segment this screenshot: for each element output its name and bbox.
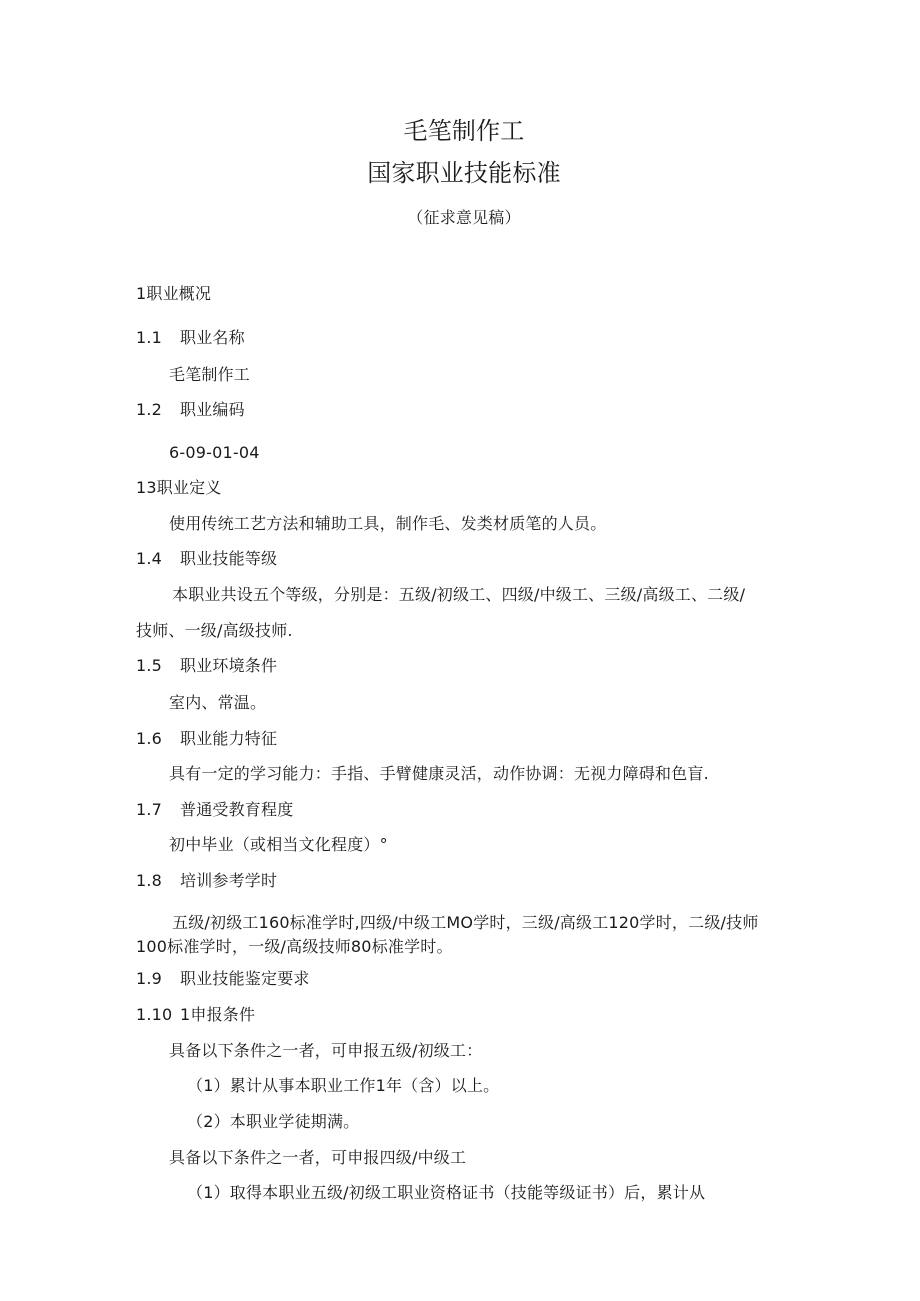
section-1-7-number: 1.7	[136, 800, 163, 819]
level5-conditions-intro: 具备以下条件之一者，可申报五级/初级工：	[169, 1041, 483, 1060]
section-1-5-number: 1.5	[136, 656, 163, 675]
section-1-6-heading: 职业能力特征	[180, 729, 278, 748]
section-1-10-heading: 1申报条件	[180, 1005, 256, 1024]
section-1-8-number: 1.8	[136, 871, 163, 890]
environment-text: 室内、常温。	[169, 693, 267, 712]
section-1-1-heading: 职业名称	[180, 328, 245, 347]
training-hours-text-line1: 五级/初级工160标准学时,四级/中级工MO学时，三级/高级工120学时，二级/技师	[172, 913, 759, 932]
skill-levels-text-line1: 本职业共设五个等级，分别是：五级/初级工、四级/中级工、三级/高级工、二级/	[172, 585, 746, 604]
section-1-8-heading: 培训参考学时	[180, 871, 278, 890]
education-text: 初中毕业（或相当文化程度）°	[169, 835, 388, 854]
ability-traits-text: 具有一定的学习能力：手指、手臂健康灵活，动作协调：无视力障碍和色盲.	[169, 764, 709, 783]
section-1-1-number: 1.1	[136, 328, 163, 347]
section-1-2-heading: 职业编码	[180, 400, 245, 419]
section-1-6-number: 1.6	[136, 729, 163, 748]
occupation-code-text: 6-09-01-04	[169, 443, 260, 462]
section-1-9-number: 1.9	[136, 969, 163, 988]
occupation-definition-text: 使用传统工艺方法和辅助工具，制作毛、发类材质笔的人员。	[169, 514, 607, 533]
section-1-4-number: 1.4	[136, 549, 163, 568]
level5-condition-item: （2）本职业学徒期满。	[187, 1112, 360, 1131]
section-1-2-number: 1.2	[136, 400, 163, 419]
section-1-heading: 1职业概况	[136, 284, 212, 303]
skill-levels-text-line2: 技师、一级/高级技师.	[136, 621, 293, 640]
occupation-name-text: 毛笔制作工	[169, 365, 251, 384]
section-1-5-heading: 职业环境条件	[180, 656, 278, 675]
document-subtitle: （征求意见稿）	[407, 208, 521, 227]
document-title-line2: 国家职业技能标准	[367, 159, 561, 187]
section-1-10-number: 1.10	[136, 1005, 173, 1024]
section-1-7-heading: 普通受教育程度	[180, 800, 294, 819]
training-hours-text-line2: 100标准学时，一级/高级技师80标准学时。	[136, 937, 453, 956]
level4-condition-item: （1）取得本职业五级/初级工职业资格证书（技能等级证书）后，累计从	[187, 1183, 706, 1202]
document-title-line1: 毛笔制作工	[403, 117, 525, 145]
level5-condition-item: （1）累计从事本职业工作1年（含）以上。	[187, 1076, 500, 1095]
level4-conditions-intro: 具备以下条件之一者，可申报四级/中级工	[169, 1148, 467, 1167]
section-1-3-heading: 13职业定义	[136, 478, 222, 497]
section-1-9-heading: 职业技能鉴定要求	[180, 969, 310, 988]
section-1-4-heading: 职业技能等级	[180, 549, 278, 568]
